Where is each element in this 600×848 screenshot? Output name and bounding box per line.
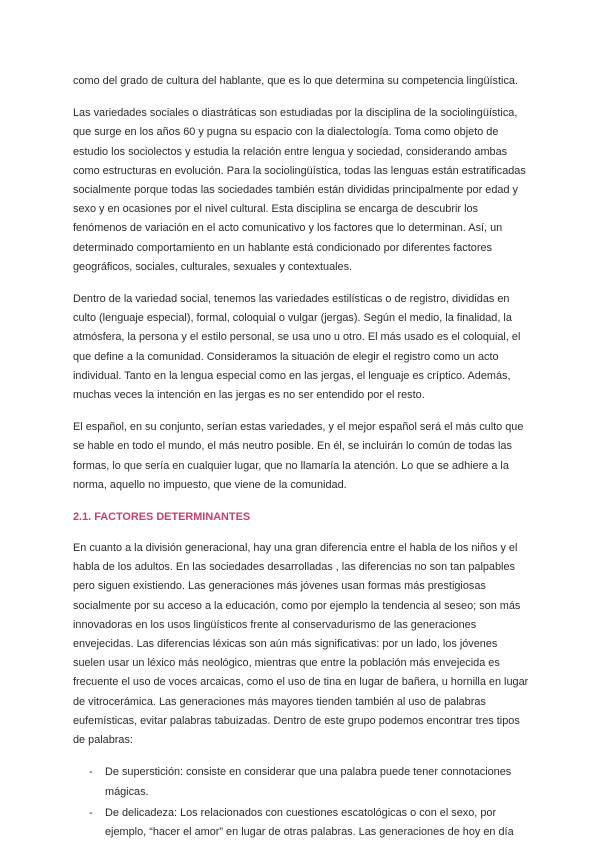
- list-marker: -: [89, 766, 93, 779]
- paragraph-spanish: El español, en su conjunto, serían estas variedades, y el mejor español será el más culto que se hable en todo el mundo, el más neutro posible. En él, se incluirán lo común de todas las formas, lo que sería en cualquier lugar, que no llamaría la atención. Lo que se adhiere a la norma, aquello no impuesto, que viene de la comunidad.: [73, 421, 524, 491]
- page-body: [73, 72, 529, 844]
- list-marker: -: [89, 806, 93, 819]
- section-heading: 2.1. FACTORES DETERMINANTES: [73, 511, 251, 524]
- list-item: [73, 804, 529, 842]
- list-item-text: De superstición: consiste en considerar que una palabra puede tener connotaciones mágicas.: [105, 766, 512, 798]
- paragraph-registers: Dentro de la variedad social, tenemos las variedades estilísticas o de registro, divididas en culto (lenguaje especial), formal, coloquial o vulgar (jergas). Según el medio, la finalidad, la atmósfera, la persona y el estilo personal, se usa uno u otro. El más usado es el coloquial, el que define a la comunidad. Consideramos la situación de elegir el registro como un acto individual. Tanto en la lengua especial como en las jergas, el lenguaje es críptico. Además, muchas veces la intención en las jergas es no ser entendido por el resto.: [73, 293, 521, 402]
- paragraph-sociolinguistics: Las variedades sociales o diastráticas son estudiadas por la disciplina de la sociolingüística, que surge en los años 60 y pugna su espacio con la dialectología. Toma como objeto de estudio los sociolectos y estudia la relación entre lengua y sociedad, considerando ambas como estructuras en evolución. Para la sociolingüística, todas las lenguas están estratificadas socialmente porque todas las sociedades también están divididas principalmente por edad y sexo y en ocasiones por el nivel cultural. Esta disciplina se encarga de descubrir los fenómenos de variación en el acto comunicativo y los factores que lo determinan. Así, un determinado comportamiento en un hablante está condicionado por diferentes factores geográficos, sociales, culturales, sexuales y contextuales.: [73, 107, 526, 273]
- paragraph-generational: En cuanto a la división generacional, hay una gran diferencia entre el habla de los niños y el habla de los adultos. En las sociedades desarrolladas , las diferencias no son tan palpables pero siguen existiendo. Las generaciones más jóvenes usan formas más prestigiosas socialmente por su acceso a la educación, como por ejemplo la tendencia al seseo; son más innovadoras en los usos lingüísticos frente al conservadurismo de las generaciones envejecidas. Las diferencias léxicas son aún más significativas: por un lado, los jóvenes suelen usar un léxico más neológico, mientras que entre la población más envejecida es frecuente el uso de voces arcaicas, como el uso de tina en lugar de bañera, u hornilla en lugar de vitrocerámica. Las generaciones más mayores tienden también al uso de palabras eufemísticas, evitar palabras tabuizadas. Dentro de este grupo podemos encontrar tres tipos de palabras:: [73, 542, 529, 747]
- word-types-list: [73, 763, 529, 842]
- list-item: [73, 763, 529, 801]
- list-item-text: De delicadeza: Los relacionados con cuestiones escatológicas o con el sexo, por ejemplo, “hacer el amor” en lugar de otras palabras. Las generaciones de hoy en día: [105, 806, 514, 838]
- paragraph-continuation: como del grado de cultura del hablante, que es lo que determina su competencia lingüística.: [73, 75, 518, 87]
